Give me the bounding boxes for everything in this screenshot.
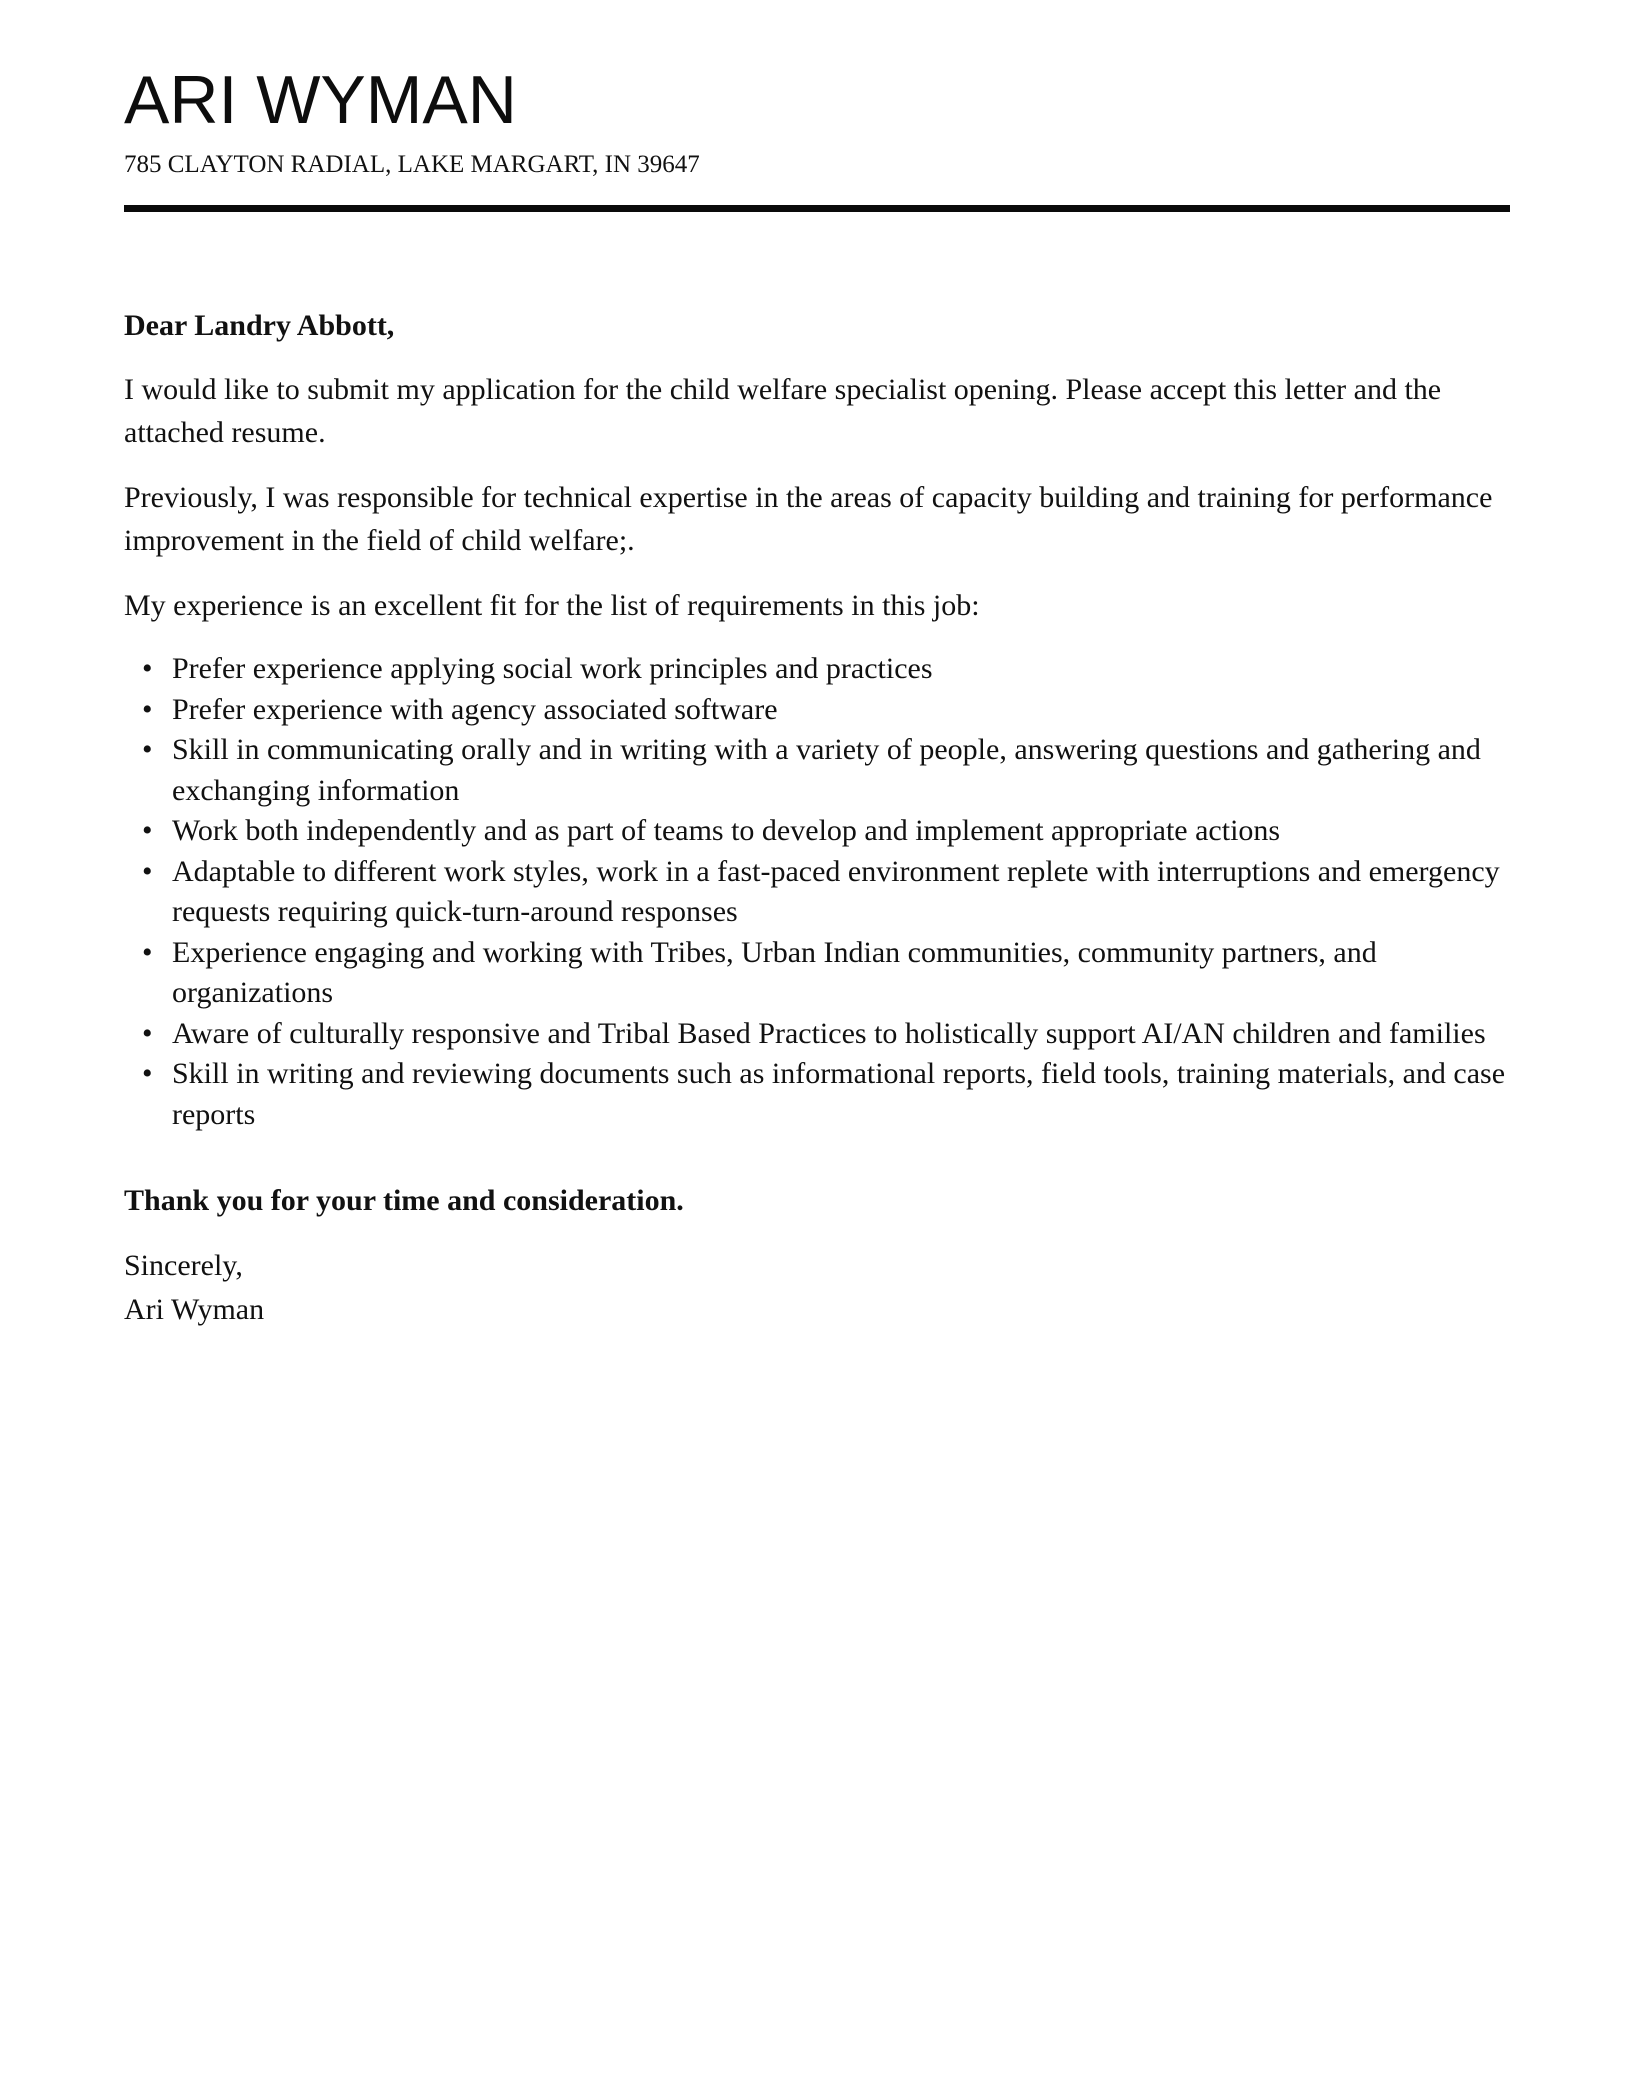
letter-body	[124, 306, 1510, 1332]
bullet-icon: •	[142, 733, 153, 766]
signoff: Sincerely,	[124, 1249, 243, 1282]
list-item	[142, 690, 1510, 731]
list-item	[142, 730, 1510, 811]
list-item-text: Prefer experience with agency associated software	[172, 692, 778, 726]
signature: Ari Wyman	[124, 1293, 265, 1326]
list-item	[142, 1014, 1510, 1055]
bullet-icon: •	[142, 1057, 153, 1090]
bullet-icon: •	[142, 854, 153, 888]
intro-paragraph: I would like to submit my application for the child welfare specialist opening. Please accept this letter and the attached resume.	[124, 373, 1442, 449]
list-item-text: Skill in communicating orally and in writing with a variety of people, answering questions and gathering and exchanging information	[172, 733, 1481, 807]
list-item-text: Aware of culturally responsive and Tribal Based Practices to holistically support AI/AN children and families	[172, 1016, 1486, 1050]
experience-paragraph: Previously, I was responsible for technical expertise in the areas of capacity building and training for performance improvement in the field of child welfare;.	[124, 481, 1493, 557]
bullet-icon: •	[142, 652, 153, 685]
bullet-icon: •	[142, 814, 153, 847]
list-item-text: Work both independently and as part of teams to develop and implement appropriate actions	[172, 814, 1281, 847]
requirements-list	[124, 649, 1510, 1135]
applicant-address: 785 CLAYTON RADIAL, LAKE MARGART, IN 39647	[124, 151, 700, 178]
applicant-name: ARI WYMAN	[124, 62, 517, 138]
list-item-text: Experience engaging and working with Tribes, Urban Indian communities, community partners, and organizations	[172, 935, 1377, 1009]
closing-line: Thank you for your time and consideration.	[124, 1184, 684, 1217]
bullet-icon: •	[142, 1016, 153, 1050]
bullet-icon: •	[142, 935, 153, 969]
list-item	[142, 852, 1510, 933]
salutation: Dear Landry Abbott,	[124, 309, 395, 342]
list-item	[142, 811, 1510, 852]
requirements-intro: My experience is an excellent fit for the list of requirements in this job:	[124, 589, 980, 622]
list-item	[142, 1054, 1510, 1135]
list-item-text: Adaptable to different work styles, work in a fast-paced environment replete with interruptions and emergency requests requiring quick-turn-around responses	[172, 854, 1500, 928]
list-item	[142, 933, 1510, 1014]
list-item-text: Skill in writing and reviewing documents such as informational reports, field tools, training materials, and case reports	[172, 1057, 1506, 1131]
bullet-icon: •	[142, 692, 153, 726]
list-item	[142, 649, 1510, 690]
list-item-text: Prefer experience applying social work principles and practices	[172, 652, 933, 685]
header-divider	[124, 205, 1510, 212]
